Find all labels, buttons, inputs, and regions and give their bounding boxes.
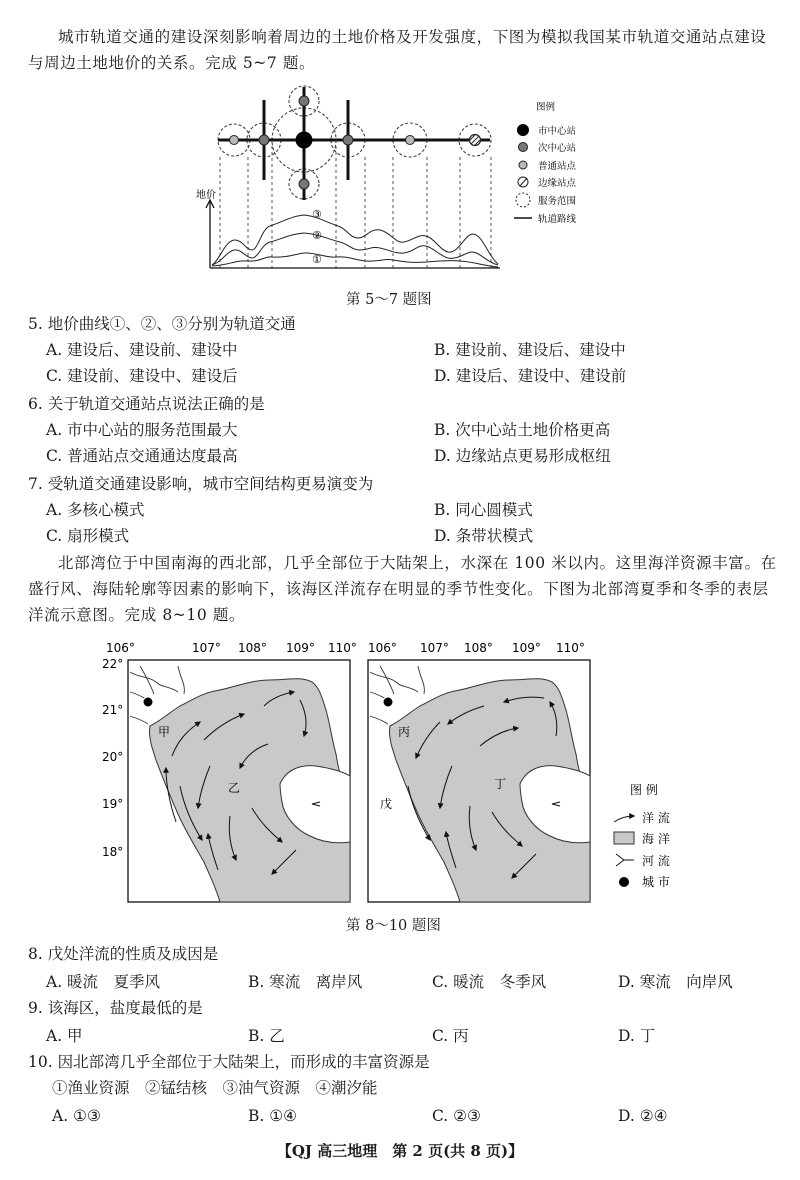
q7-option-a: A. 多核心模式 (46, 501, 145, 519)
q10-option-b: B. ①④ (248, 1107, 298, 1125)
winter-current-map (368, 660, 590, 902)
q10-stem: 10. 因北部湾几乎全部位于大陆架上，而形成的丰富资源是 (28, 1053, 430, 1071)
q9-option-a: A. 甲 (46, 1027, 83, 1045)
svg-text:22°: 22° (102, 657, 124, 671)
summer-current-map (128, 660, 350, 902)
fig1-caption: 第 5～7 题图 (346, 292, 432, 308)
intro-paragraph-1: 城市轨道交通的建设深刻影响着周边的土地价格及开发强度，下图为模拟我国某市轨道交通站点建设与周边土地地价的关系。完成 5~7 题。 (28, 28, 767, 72)
q5-option-b: B. 建设前、建设后、建设中 (434, 341, 626, 359)
curve-label-3: ③ (312, 208, 322, 221)
legend-rail-line: 轨道路线 (538, 214, 577, 225)
svg-text:107°: 107° (420, 641, 449, 655)
legend-city-center-icon (517, 124, 529, 136)
rail-lines (218, 87, 490, 200)
city-icon-map2 (383, 697, 393, 707)
svg-text:110°: 110° (556, 641, 585, 655)
q5-stem: 5. 地价曲线①、②、③分别为轨道交通 (28, 315, 296, 333)
legend-sub-center: 次中心站 (538, 143, 577, 154)
price-curve-1 (212, 253, 498, 267)
q8-option-c: C. 暖流 冬季风 (432, 973, 547, 991)
axis-label-land-price: 地价 (196, 190, 216, 201)
edge-station-icon (470, 135, 481, 146)
q8-option-d: D. 寒流 向岸风 (618, 973, 733, 991)
svg-text:110°: 110° (328, 641, 357, 655)
legend-river: 河 流 (642, 854, 670, 868)
figure-beibu-gulf-currents (100, 636, 720, 906)
q5-option-d: D. 建设后、建设中、建设前 (434, 367, 627, 385)
q9-stem: 9. 该海区，盐度最低的是 (28, 999, 203, 1017)
curve-label-1: ① (312, 253, 322, 266)
label-wu: 戊 (380, 797, 393, 811)
legend-service-range-icon (516, 193, 530, 207)
legend-edge: 边缘站点 (538, 178, 577, 189)
legend-service-range: 服务范围 (538, 196, 577, 207)
svg-text:18°: 18° (102, 845, 124, 859)
city-icon-map1 (143, 697, 153, 707)
legend-current-icon (614, 816, 634, 822)
q5-option-c: C. 建设前、建设中、建设后 (46, 367, 238, 385)
fig1-legend (514, 101, 577, 225)
legend-sub-center-icon (519, 143, 528, 152)
q10-option-c: C. ②③ (432, 1107, 481, 1125)
svg-text:19°: 19° (102, 797, 124, 811)
q9-option-c: C. 丙 (432, 1027, 469, 1045)
fig1-legend-title: 图例 (536, 102, 556, 113)
svg-text:107°: 107° (192, 641, 221, 655)
curve-label-2: ② (312, 229, 322, 242)
svg-text:108°: 108° (238, 641, 267, 655)
page-footer: 【QJ 高三地理 第 2 页(共 8 页)】 (276, 1142, 524, 1160)
label-ding: 丁 (494, 777, 507, 791)
legend-city: 城 市 (642, 875, 670, 889)
svg-text:106°: 106° (368, 641, 397, 655)
q10-items: ①渔业资源 ②锰结核 ③油气资源 ④潮汐能 (52, 1079, 378, 1097)
longitude-labels (106, 641, 585, 655)
label-bing: 丙 (398, 725, 411, 739)
q7-stem: 7. 受轨道交通建设影响，城市空间结构更易演变为 (28, 475, 374, 493)
legend-river-icon (616, 854, 634, 866)
legend-ocean: 海 洋 (642, 832, 670, 846)
q8-option-b: B. 寒流 离岸风 (248, 973, 363, 991)
legend-current: 洋 流 (642, 811, 670, 825)
legend-ordinary: 普通站点 (538, 161, 577, 172)
svg-text:109°: 109° (512, 641, 541, 655)
intro-paragraph-2: 北部湾位于中国南海的西北部，几乎全部位于大陆架上，水深在 100 米以内。这里海洋资源丰富。在盛行风、海陆轮廓等因素的影响下，该海区洋流存在明显的季节性变化。下图为北部湾夏季和冬季的表层洋流示意图。完成 8~10 题。 (28, 554, 777, 624)
q9-option-d: D. 丁 (618, 1027, 656, 1045)
fig2-legend (614, 782, 670, 889)
q7-option-c: C. 扇形模式 (46, 527, 130, 545)
q6-stem: 6. 关于轨道交通站点说法正确的是 (28, 395, 265, 413)
svg-text:109°: 109° (286, 641, 315, 655)
q6-option-c: C. 普通站点交通通达度最高 (46, 447, 238, 465)
q9-option-b: B. 乙 (248, 1027, 285, 1045)
figure-rail-land-price (190, 82, 610, 287)
latitude-labels (102, 657, 123, 859)
legend-city-icon (619, 877, 629, 887)
q7-option-b: B. 同心圆模式 (434, 501, 533, 519)
svg-text:106°: 106° (106, 641, 135, 655)
svg-text:108°: 108° (464, 641, 493, 655)
label-yi: 乙 (228, 781, 241, 795)
q5-option-a: A. 建设后、建设前、建设中 (46, 341, 238, 359)
legend-ocean-icon (614, 832, 634, 844)
service-range-circles (218, 86, 491, 199)
city-center-station-icon (296, 132, 313, 149)
q6-option-a: A. 市中心站的服务范围最大 (46, 421, 238, 439)
q10-option-a: A. ①③ (52, 1107, 101, 1125)
q10-option-d: D. ②④ (618, 1107, 668, 1125)
q8-option-a: A. 暖流 夏季风 (46, 973, 161, 991)
legend-city-center: 市中心站 (538, 126, 577, 137)
q7-option-d: D. 条带状模式 (434, 527, 534, 545)
fig2-legend-title: 图 例 (630, 783, 658, 797)
q8-stem: 8. 戊处洋流的性质及成因是 (28, 945, 219, 963)
fig2-caption: 第 8～10 题图 (346, 918, 441, 934)
q6-option-d: D. 边缘站点更易形成枢纽 (434, 447, 611, 465)
q6-option-b: B. 次中心站土地价格更高 (434, 421, 611, 439)
svg-text:20°: 20° (102, 750, 124, 764)
svg-text:21°: 21° (102, 703, 124, 717)
label-jia: 甲 (158, 725, 171, 739)
legend-ordinary-icon (519, 161, 527, 169)
